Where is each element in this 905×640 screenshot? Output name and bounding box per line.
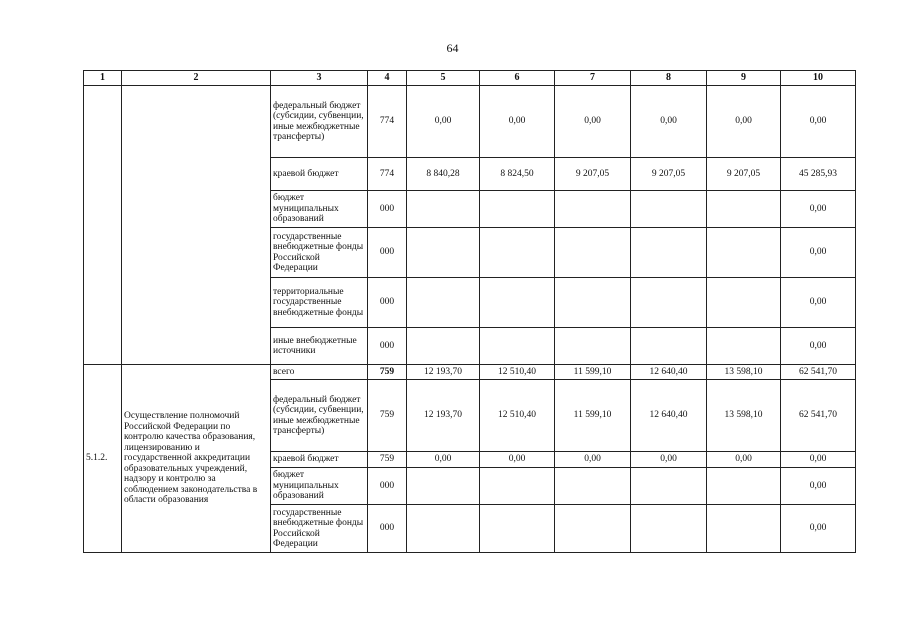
value-col-8 [631,505,707,553]
value-col-5 [407,228,480,278]
item-name-cell [122,86,271,365]
budget-code: 000 [368,278,407,328]
value-col-6: 12 510,40 [480,380,555,452]
value-col-8 [631,278,707,328]
value-col-7: 9 207,05 [555,158,631,191]
value-col-8 [631,328,707,365]
item-number-cell [84,86,122,365]
value-col-8: 9 207,05 [631,158,707,191]
funding-source: краевой бюджет [271,158,368,191]
value-col-10: 0,00 [781,86,856,158]
value-col-6 [480,191,555,228]
value-col-8 [631,468,707,505]
value-col-8: 0,00 [631,452,707,468]
header-col-4: 4 [368,71,407,86]
header-col-1: 1 [84,71,122,86]
header-row [84,71,856,86]
value-col-7 [555,228,631,278]
value-col-6 [480,468,555,505]
value-col-5 [407,505,480,553]
header-col-9: 9 [707,71,781,86]
value-col-9 [707,328,781,365]
value-col-5: 0,00 [407,452,480,468]
funding-source: бюджет муниципальных образований [271,191,368,228]
value-col-9: 0,00 [707,86,781,158]
budget-code: 000 [368,505,407,553]
budget-code: 759 [368,365,407,380]
value-col-5 [407,468,480,505]
value-col-10: 0,00 [781,191,856,228]
value-col-5: 12 193,70 [407,380,480,452]
funding-source: государственные внебюджетные фонды Российской Федерации [271,505,368,553]
value-col-5 [407,278,480,328]
funding-source: иные внебюджетные источники [271,328,368,365]
header-col-5: 5 [407,71,480,86]
table-row [84,365,856,380]
value-col-6: 8 824,50 [480,158,555,191]
budget-code: 000 [368,191,407,228]
header-col-7: 7 [555,71,631,86]
value-col-9: 13 598,10 [707,365,781,380]
value-col-7: 0,00 [555,452,631,468]
funding-source: федеральный бюджет (субсидии, субвенции, иные межбюджетные трансферты) [271,380,368,452]
funding-source: бюджет муниципальных образований [271,468,368,505]
header-col-3: 3 [271,71,368,86]
value-col-9: 13 598,10 [707,380,781,452]
item-number-cell: 5.1.2. [84,365,122,553]
value-col-9 [707,228,781,278]
value-col-10: 0,00 [781,228,856,278]
value-col-8: 0,00 [631,86,707,158]
value-col-9 [707,468,781,505]
value-col-8 [631,228,707,278]
value-col-10: 0,00 [781,278,856,328]
value-col-6 [480,278,555,328]
value-col-6: 0,00 [480,86,555,158]
value-col-7 [555,328,631,365]
budget-table [83,70,856,553]
budget-code: 000 [368,468,407,505]
value-col-10: 0,00 [781,328,856,365]
budget-code: 000 [368,328,407,365]
value-col-5 [407,328,480,365]
value-col-10: 62 541,70 [781,365,856,380]
funding-source: всего [271,365,368,380]
value-col-9: 9 207,05 [707,158,781,191]
value-col-5: 8 840,28 [407,158,480,191]
page-number: 64 [446,41,459,55]
table-row [84,86,856,158]
value-col-5: 0,00 [407,86,480,158]
header-col-8: 8 [631,71,707,86]
value-col-8 [631,191,707,228]
value-col-8: 12 640,40 [631,365,707,380]
value-col-8: 12 640,40 [631,380,707,452]
header-col-10: 10 [781,71,856,86]
value-col-7 [555,505,631,553]
value-col-7: 11 599,10 [555,365,631,380]
budget-code: 759 [368,380,407,452]
value-col-10: 45 285,93 [781,158,856,191]
funding-source: территориальные государственные внебюджетные фонды [271,278,368,328]
funding-source: федеральный бюджет (субсидии, субвенции, иные межбюджетные трансферты) [271,86,368,158]
value-col-6: 12 510,40 [480,365,555,380]
value-col-9: 0,00 [707,452,781,468]
value-col-10: 0,00 [781,505,856,553]
value-col-7 [555,191,631,228]
budget-code: 774 [368,158,407,191]
value-col-10: 0,00 [781,468,856,505]
header-col-2: 2 [122,71,271,86]
value-col-7: 0,00 [555,86,631,158]
budget-code: 000 [368,228,407,278]
value-col-7 [555,278,631,328]
value-col-6 [480,228,555,278]
header-col-6: 6 [480,71,555,86]
funding-source: краевой бюджет [271,452,368,468]
value-col-7: 11 599,10 [555,380,631,452]
funding-source: государственные внебюджетные фонды Российской Федерации [271,228,368,278]
value-col-9 [707,278,781,328]
value-col-6: 0,00 [480,452,555,468]
value-col-9 [707,505,781,553]
item-name-cell: Осуществление полномочий Российской Федерации по контролю качества образования, лицензированию и государственной аккредитации образовательных учреждений, надзору и контролю за соблюдением законодательства в области образования [122,365,271,553]
value-col-6 [480,328,555,365]
value-col-5 [407,191,480,228]
value-col-6 [480,505,555,553]
value-col-7 [555,468,631,505]
budget-code: 774 [368,86,407,158]
value-col-5: 12 193,70 [407,365,480,380]
value-col-10: 62 541,70 [781,380,856,452]
value-col-10: 0,00 [781,452,856,468]
value-col-9 [707,191,781,228]
budget-code: 759 [368,452,407,468]
